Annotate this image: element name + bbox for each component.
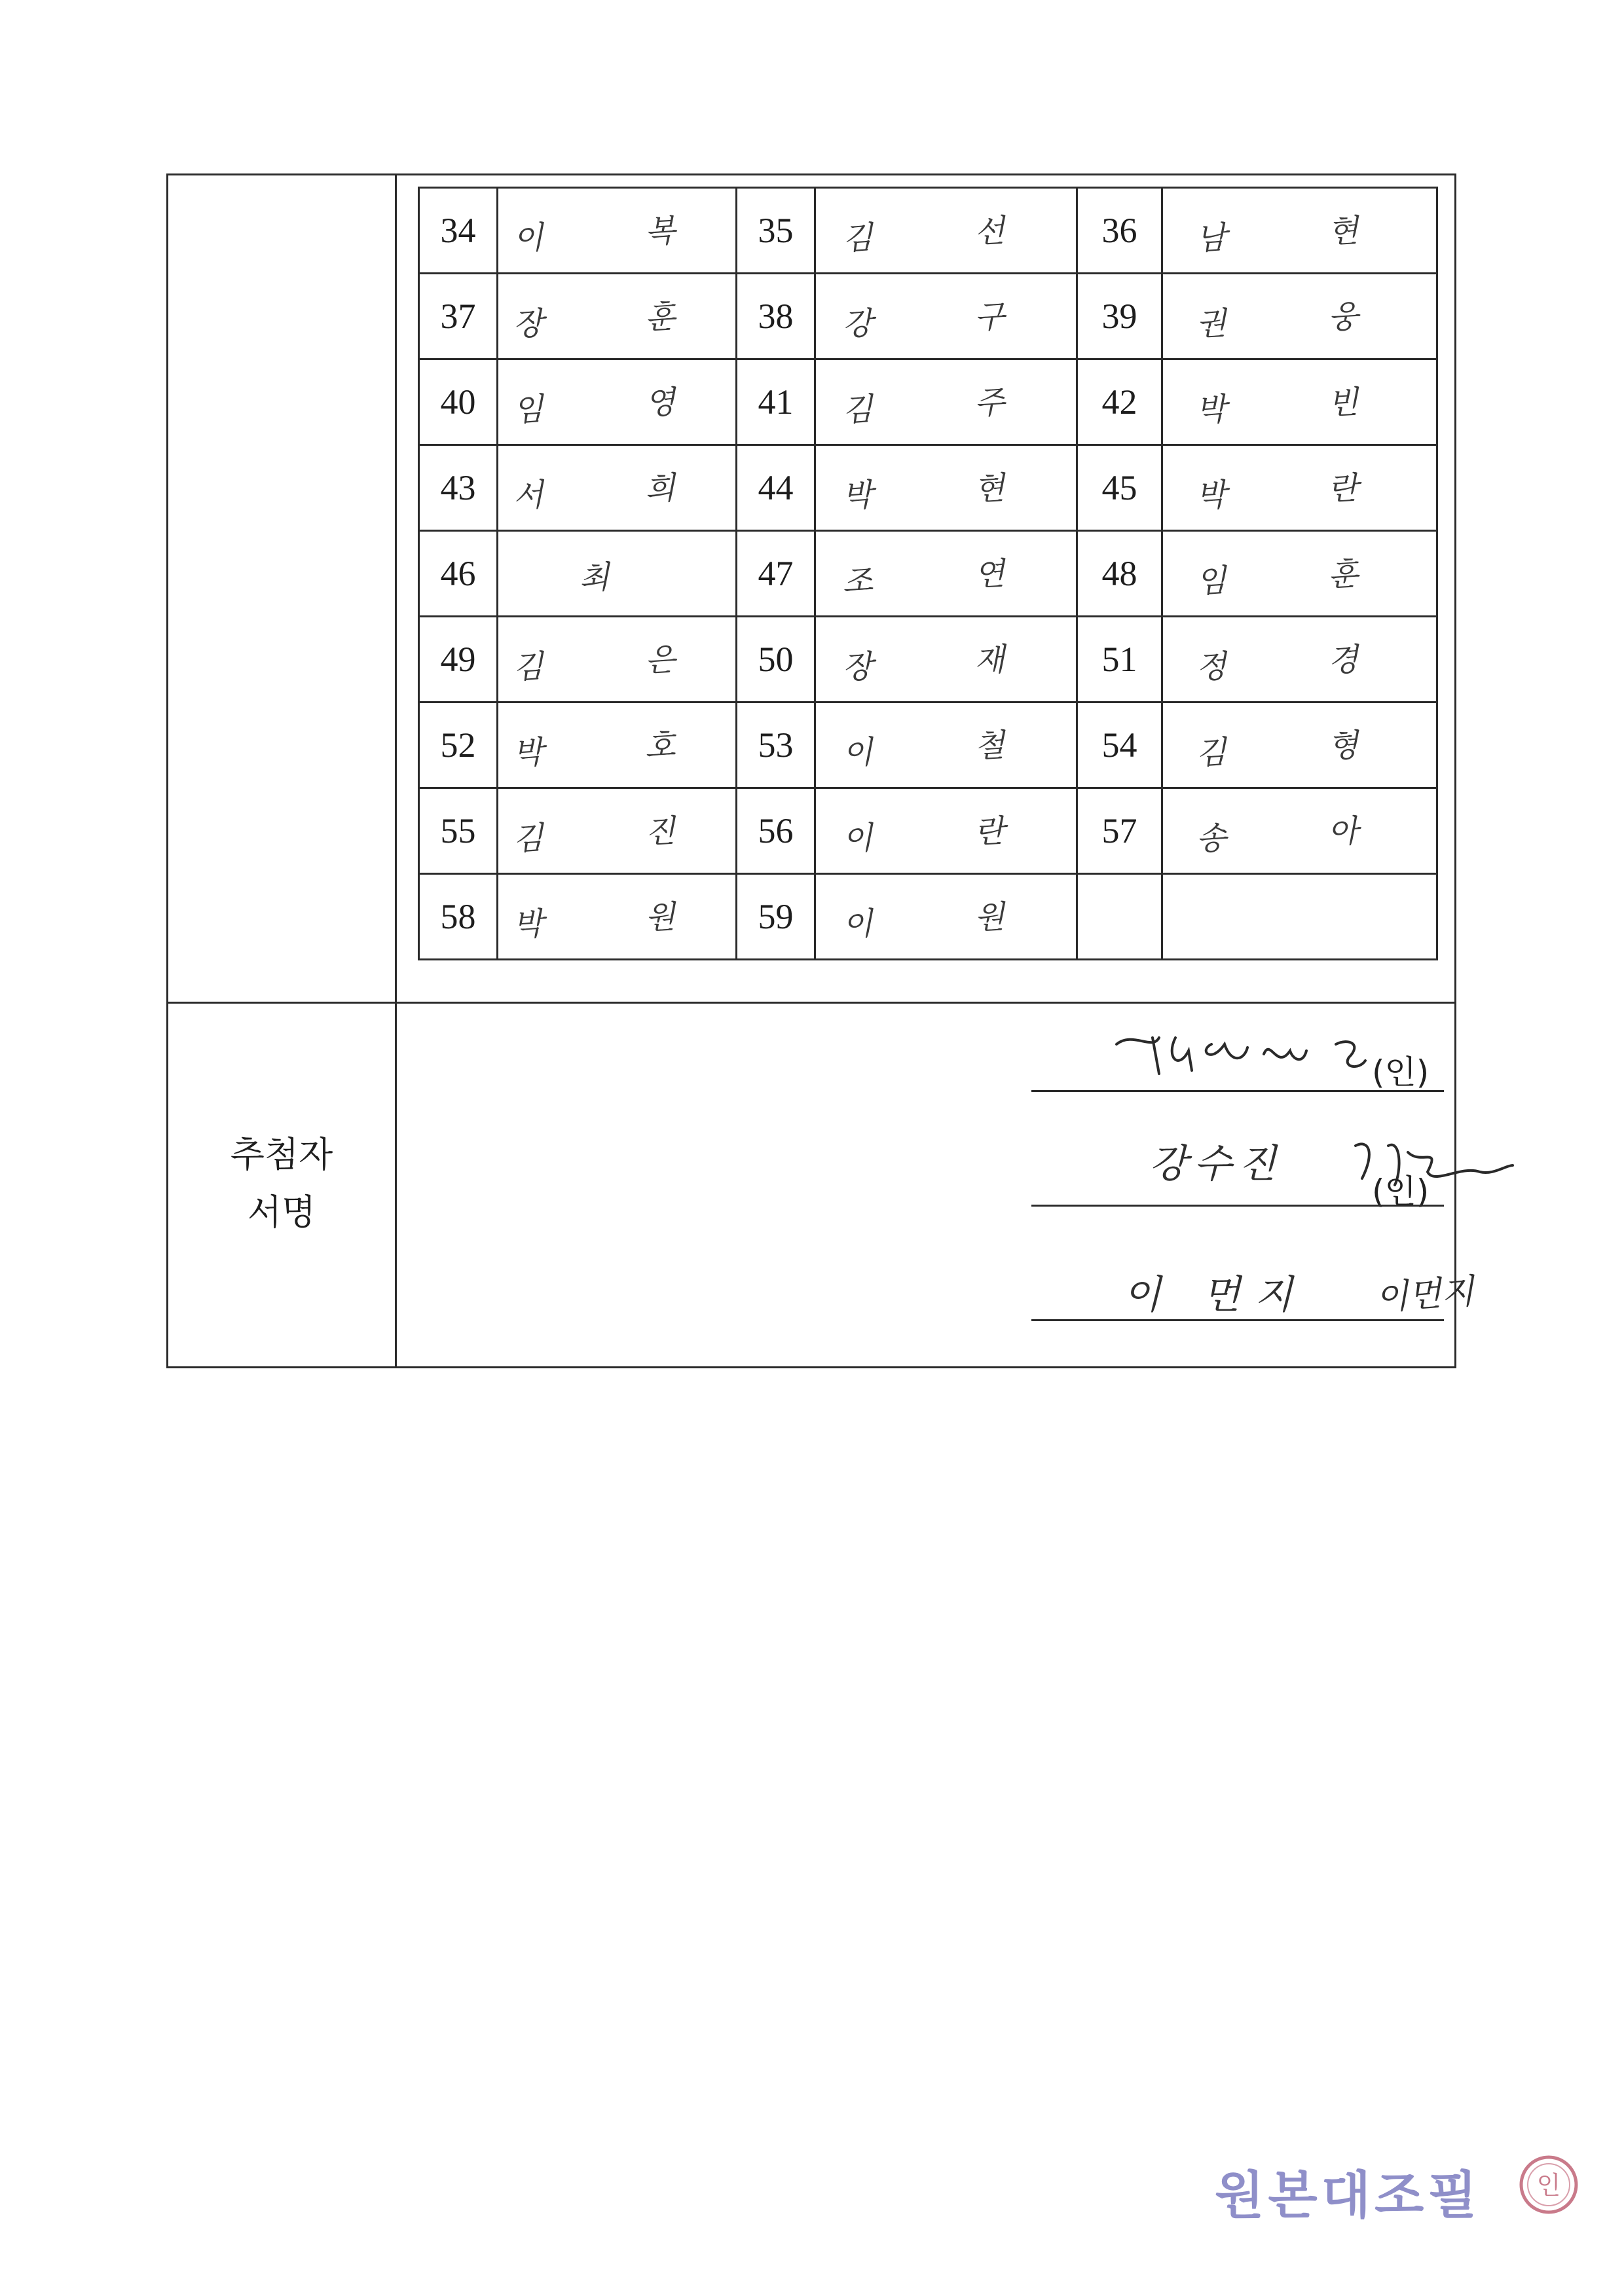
entry-number: 36 [1077, 188, 1162, 274]
entry-number: 37 [419, 274, 498, 359]
certified-copy-stamp [1215, 2151, 1581, 2223]
entry-name [1162, 445, 1437, 531]
entry-name-text: 이 원 [841, 896, 1051, 943]
entry-name-text: 장 훈 [511, 295, 722, 343]
entry-name [1162, 788, 1437, 874]
entry-name [498, 445, 737, 531]
entry-name-text: 최 [578, 556, 656, 597]
entry-name-text: 김 주 [841, 381, 1051, 429]
entry-name-text: 조 연 [841, 553, 1051, 600]
entry-number: 39 [1077, 274, 1162, 359]
entry-name [815, 702, 1077, 788]
entry-name-text: 남 현 [1194, 210, 1405, 257]
entry-name-text: 장 재 [841, 638, 1051, 686]
entry-name [1162, 531, 1437, 617]
signer-2-name: 강수진 [1149, 1141, 1283, 1187]
entry-number: 46 [419, 531, 498, 617]
signer-3-name: 이 먼지 [1123, 1272, 1307, 1318]
entry-number [1077, 874, 1162, 960]
entry-name [815, 531, 1077, 617]
table-row [419, 188, 1437, 274]
entry-name [498, 531, 737, 617]
entry-number: 44 [737, 445, 815, 531]
entry-number: 53 [737, 702, 815, 788]
entry-number: 50 [737, 617, 815, 702]
entry-number: 42 [1077, 359, 1162, 445]
entry-number: 41 [737, 359, 815, 445]
label-column-divider [395, 173, 397, 1368]
entry-name [498, 702, 737, 788]
signer-label-line1: 추첨자 [230, 1134, 333, 1175]
stamp-text: 원본대조필 [1215, 2166, 1481, 2225]
entry-name-text: 서 희 [511, 467, 722, 515]
entry-name [815, 359, 1077, 445]
signature-line-2 [1031, 1205, 1444, 1207]
seal-mark-2: (인) [1372, 1173, 1430, 1211]
entry-name-text: 박 현 [841, 467, 1051, 515]
entry-name [498, 617, 737, 702]
entry-name-text: 박 원 [511, 896, 722, 943]
entry-name [498, 359, 737, 445]
entry-name-text: 이 철 [841, 724, 1051, 772]
table-row [419, 788, 1437, 874]
signer-label-line2: 서명 [247, 1192, 316, 1233]
entry-name-text: 김 형 [1194, 724, 1405, 772]
seal-mark-1: (인) [1372, 1053, 1430, 1091]
roster-table [418, 187, 1438, 960]
signer-3-signature: 이먼지 [1374, 1271, 1475, 1319]
entry-number: 51 [1077, 617, 1162, 702]
entry-name-text: 박 호 [511, 724, 722, 772]
entry-name [815, 445, 1077, 531]
entry-name [498, 788, 737, 874]
entry-number: 47 [737, 531, 815, 617]
entry-name [1162, 274, 1437, 359]
entry-name-text: 정 경 [1194, 638, 1405, 686]
entry-name [498, 274, 737, 359]
entry-number: 54 [1077, 702, 1162, 788]
entry-name [815, 274, 1077, 359]
entry-number: 48 [1077, 531, 1162, 617]
entry-name-text: 이 란 [841, 810, 1051, 858]
entry-name [1162, 359, 1437, 445]
table-row [419, 702, 1437, 788]
entry-name-text: 김 선 [841, 210, 1051, 257]
table-row [419, 445, 1437, 531]
entry-name-text: 김 진 [511, 810, 722, 858]
table-row [419, 531, 1437, 617]
entry-name [815, 188, 1077, 274]
entry-number: 55 [419, 788, 498, 874]
entry-number: 49 [419, 617, 498, 702]
entry-name-text: 강 구 [841, 295, 1051, 343]
entry-name-text: 권 웅 [1194, 295, 1405, 343]
signer-label [168, 1126, 395, 1241]
entry-number: 58 [419, 874, 498, 960]
entry-number: 40 [419, 359, 498, 445]
entry-name [1162, 874, 1437, 960]
entry-name-text: 박 빈 [1194, 381, 1405, 429]
entry-number: 34 [419, 188, 498, 274]
table-row [419, 274, 1437, 359]
stamp-seal-text: 인 [1536, 2171, 1561, 2200]
signature-1 [1113, 1025, 1388, 1084]
entry-name [498, 874, 737, 960]
entry-number: 52 [419, 702, 498, 788]
entry-name-text: 김 은 [511, 638, 722, 686]
stamp-seal-icon [1517, 2153, 1580, 2216]
entry-name-text: 박 란 [1194, 467, 1405, 515]
entry-name [815, 788, 1077, 874]
entry-number: 43 [419, 445, 498, 531]
table-row [419, 617, 1437, 702]
entry-number: 38 [737, 274, 815, 359]
table-row [419, 359, 1437, 445]
entry-number: 35 [737, 188, 815, 274]
table-row [419, 874, 1437, 960]
signature-line-1 [1031, 1090, 1444, 1092]
entry-name-text: 임 영 [511, 381, 722, 429]
entry-number: 56 [737, 788, 815, 874]
entry-name-text: 이 복 [511, 210, 722, 257]
entry-number: 59 [737, 874, 815, 960]
entry-name [815, 874, 1077, 960]
entry-number: 45 [1077, 445, 1162, 531]
entry-name [1162, 702, 1437, 788]
entry-name [1162, 617, 1437, 702]
section-divider [166, 1002, 1456, 1004]
entry-name-text: 송 아 [1194, 810, 1405, 858]
entry-name [1162, 188, 1437, 274]
entry-number: 57 [1077, 788, 1162, 874]
signature-line-3 [1031, 1319, 1444, 1321]
entry-name-text: 임 훈 [1194, 553, 1405, 600]
entry-name [498, 188, 737, 274]
entry-name [815, 617, 1077, 702]
